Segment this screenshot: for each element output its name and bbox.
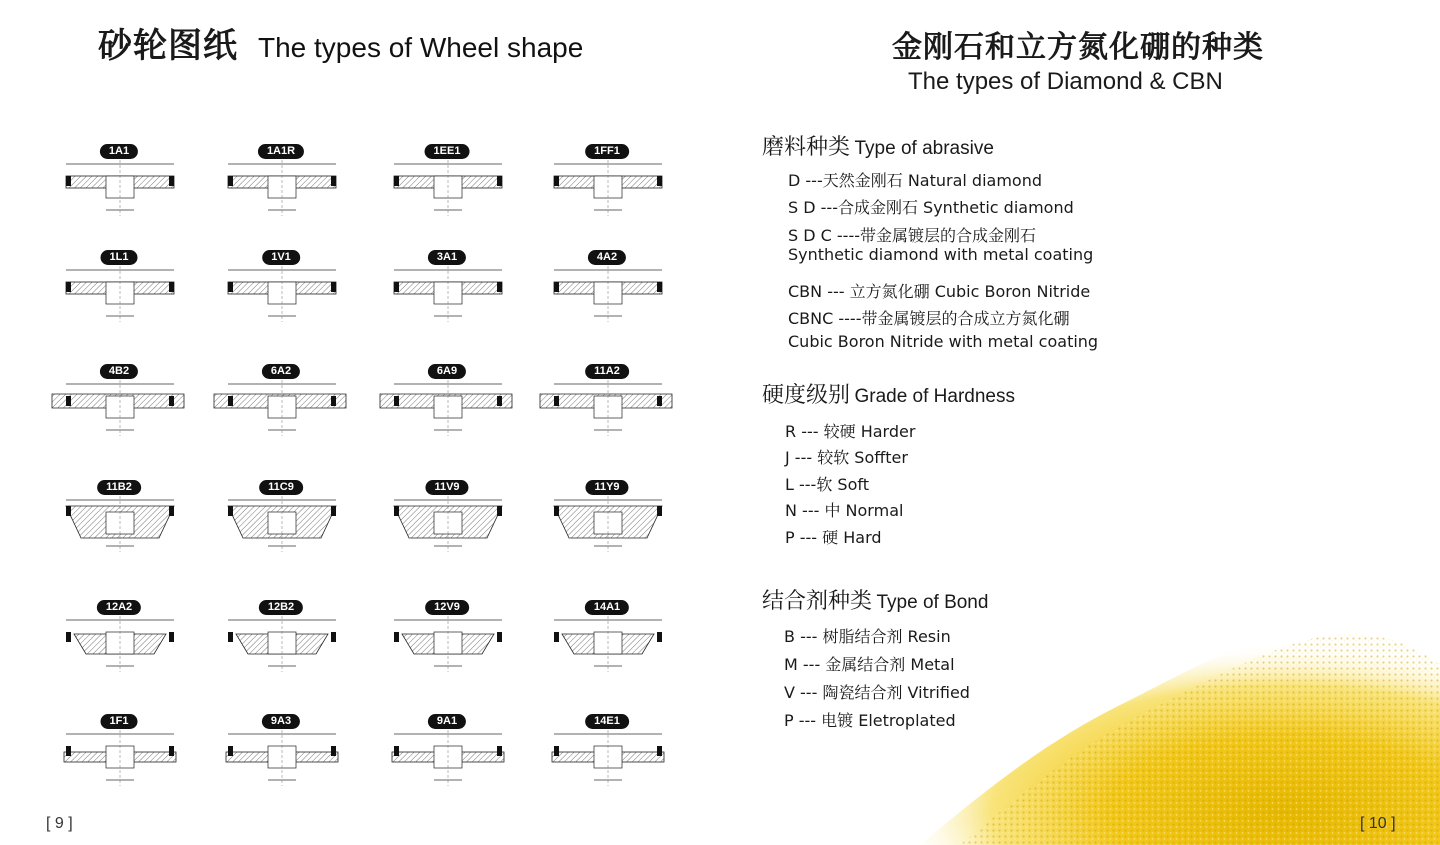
wheel-shape-cell xyxy=(532,244,682,344)
wheel-shape-cell xyxy=(206,474,356,574)
wheel-shape-label: 6A9 xyxy=(428,364,466,379)
abrasive-item: Synthetic diamond with metal coating xyxy=(788,245,1094,264)
hardness-heading-en: Grade of Hardness xyxy=(854,386,1015,407)
wheel-shape-label: 11B2 xyxy=(97,480,141,495)
wheel-shape-label: 4B2 xyxy=(100,364,138,379)
yellow-abrasive-grain-image xyxy=(920,595,1440,845)
bond-item: M --- 金属结合剂 Metal xyxy=(784,655,955,674)
wheel-shape-drawing xyxy=(372,612,522,678)
wheel-shape-cell xyxy=(372,474,522,574)
hardness-item: J --- 较软 Soffter xyxy=(785,448,908,467)
page-number-left: [ 9 ] xyxy=(46,815,73,832)
wheel-shape-cell xyxy=(44,474,194,574)
wheel-shape-cell xyxy=(44,594,194,694)
wheel-shape-label: 3A1 xyxy=(428,250,466,265)
wheel-shape-cell xyxy=(206,708,356,808)
wheel-shape-drawing xyxy=(372,156,522,222)
wheel-shape-cell xyxy=(206,138,356,238)
wheel-shape-drawing xyxy=(532,492,682,558)
wheel-shape-drawing xyxy=(372,726,522,792)
wheel-shape-label: 6A2 xyxy=(262,364,300,379)
wheel-shape-cell xyxy=(372,138,522,238)
hardness-heading xyxy=(762,378,1015,409)
wheel-shape-cell xyxy=(372,244,522,344)
hardness-item: N --- 中 Normal xyxy=(785,501,904,520)
wheel-shape-cell xyxy=(532,594,682,694)
bond-heading xyxy=(762,584,988,615)
wheel-shape-cell xyxy=(44,138,194,238)
wheel-shape-label: 1A1 xyxy=(100,144,138,159)
wheel-shape-label: 4A2 xyxy=(588,250,626,265)
wheel-shape-label: 9A3 xyxy=(262,714,300,729)
wheel-shape-cell xyxy=(206,594,356,694)
wheel-shape-label: 12A2 xyxy=(97,600,141,615)
wheel-shape-label: 12V9 xyxy=(425,600,469,615)
wheel-shape-cell xyxy=(206,358,356,458)
wheel-shape-drawing xyxy=(44,156,194,222)
wheel-shape-label: 14A1 xyxy=(585,600,629,615)
bond-item: V --- 陶瓷结合剂 Vitrified xyxy=(784,683,970,702)
abrasive-heading xyxy=(762,130,994,161)
wheel-shape-cell xyxy=(44,244,194,344)
wheel-shape-label: 1FF1 xyxy=(585,144,629,159)
wheel-shape-cell xyxy=(372,708,522,808)
abrasive-item: Cubic Boron Nitride with metal coating xyxy=(788,332,1099,351)
abrasive-item: S D C ----带金属镀层的合成金刚石 xyxy=(788,226,1037,245)
hardness-item: L ---软 Soft xyxy=(785,475,869,494)
abrasive-item: D ---天然金刚石 Natural diamond xyxy=(788,171,1042,190)
bond-heading-en: Type of Bond xyxy=(876,592,989,613)
wheel-shape-drawing xyxy=(44,726,194,792)
bond-heading-zh: 结合剂种类 xyxy=(762,589,873,614)
wheel-shape-cell xyxy=(532,474,682,574)
wheel-shape-cell xyxy=(372,594,522,694)
right-page xyxy=(720,0,1440,845)
wheel-shape-label: 11Y9 xyxy=(585,480,628,495)
abrasive-heading-zh: 磨料种类 xyxy=(762,135,851,160)
wheel-shape-drawing xyxy=(206,156,356,222)
wheel-shape-cell xyxy=(532,138,682,238)
wheel-shape-drawing xyxy=(532,726,682,792)
wheel-shape-drawing xyxy=(532,262,682,328)
wheel-shape-label: 1L1 xyxy=(101,250,138,265)
abrasive-item: S D ---合成金刚石 Synthetic diamond xyxy=(788,198,1074,217)
wheel-shape-title xyxy=(98,18,583,67)
wheel-shape-label: 1V1 xyxy=(262,250,300,265)
wheel-shape-label: 11C9 xyxy=(259,480,303,495)
wheel-shape-drawing xyxy=(44,612,194,678)
abrasive-item: CBN --- 立方氮化硼 Cubic Boron Nitride xyxy=(788,282,1091,301)
page-number-right: [ 10 ] xyxy=(1360,815,1396,832)
wheel-shape-drawing xyxy=(372,376,522,442)
wheel-shape-drawing xyxy=(532,612,682,678)
wheel-shape-drawing xyxy=(206,726,356,792)
wheel-shape-cell xyxy=(372,358,522,458)
bond-item: B --- 树脂结合剂 Resin xyxy=(784,627,951,646)
diamond-cbn-title-zh: 金刚石和立方氮化硼的种类 xyxy=(892,30,1264,65)
wheel-shape-cell xyxy=(206,244,356,344)
hardness-heading-zh: 硬度级别 xyxy=(762,383,851,408)
wheel-shape-cell xyxy=(532,708,682,808)
wheel-shape-drawing xyxy=(44,492,194,558)
abrasive-item: CBNC ----带金属镀层的合成立方氮化硼 xyxy=(788,309,1070,328)
wheel-shape-drawing xyxy=(532,376,682,442)
wheel-shape-drawing xyxy=(206,492,356,558)
wheel-shape-label: 1EE1 xyxy=(425,144,470,159)
wheel-shape-drawing xyxy=(206,262,356,328)
wheel-shape-label: 12B2 xyxy=(259,600,303,615)
hardness-item: P --- 硬 Hard xyxy=(785,528,882,547)
wheel-shape-label: 14E1 xyxy=(585,714,629,729)
wheel-shape-drawing xyxy=(372,262,522,328)
hardness-item: R --- 较硬 Harder xyxy=(785,422,916,441)
wheel-shape-label: 11V9 xyxy=(425,480,468,495)
wheel-shape-drawing xyxy=(44,262,194,328)
wheel-shape-title-zh: 砂轮图纸 xyxy=(98,26,238,66)
wheel-shape-drawing xyxy=(532,156,682,222)
wheel-shape-label: 11A2 xyxy=(585,364,629,379)
wheel-shape-label: 1A1R xyxy=(258,144,304,159)
wheel-shape-drawing xyxy=(372,492,522,558)
wheel-shape-cell xyxy=(532,358,682,458)
wheel-shape-drawing xyxy=(206,376,356,442)
wheel-shape-title-en: The types of Wheel shape xyxy=(258,32,584,63)
wheel-shape-label: 1F1 xyxy=(101,714,138,729)
abrasive-heading-en: Type of abrasive xyxy=(854,138,994,159)
bond-item: P --- 电镀 Eletroplated xyxy=(784,711,956,730)
wheel-shape-drawing xyxy=(206,612,356,678)
wheel-shape-cell xyxy=(44,708,194,808)
wheel-shape-cell xyxy=(44,358,194,458)
diamond-cbn-title-en: The types of Diamond & CBN xyxy=(908,68,1223,95)
wheel-shape-drawing xyxy=(44,376,194,442)
wheel-shape-label: 9A1 xyxy=(428,714,466,729)
